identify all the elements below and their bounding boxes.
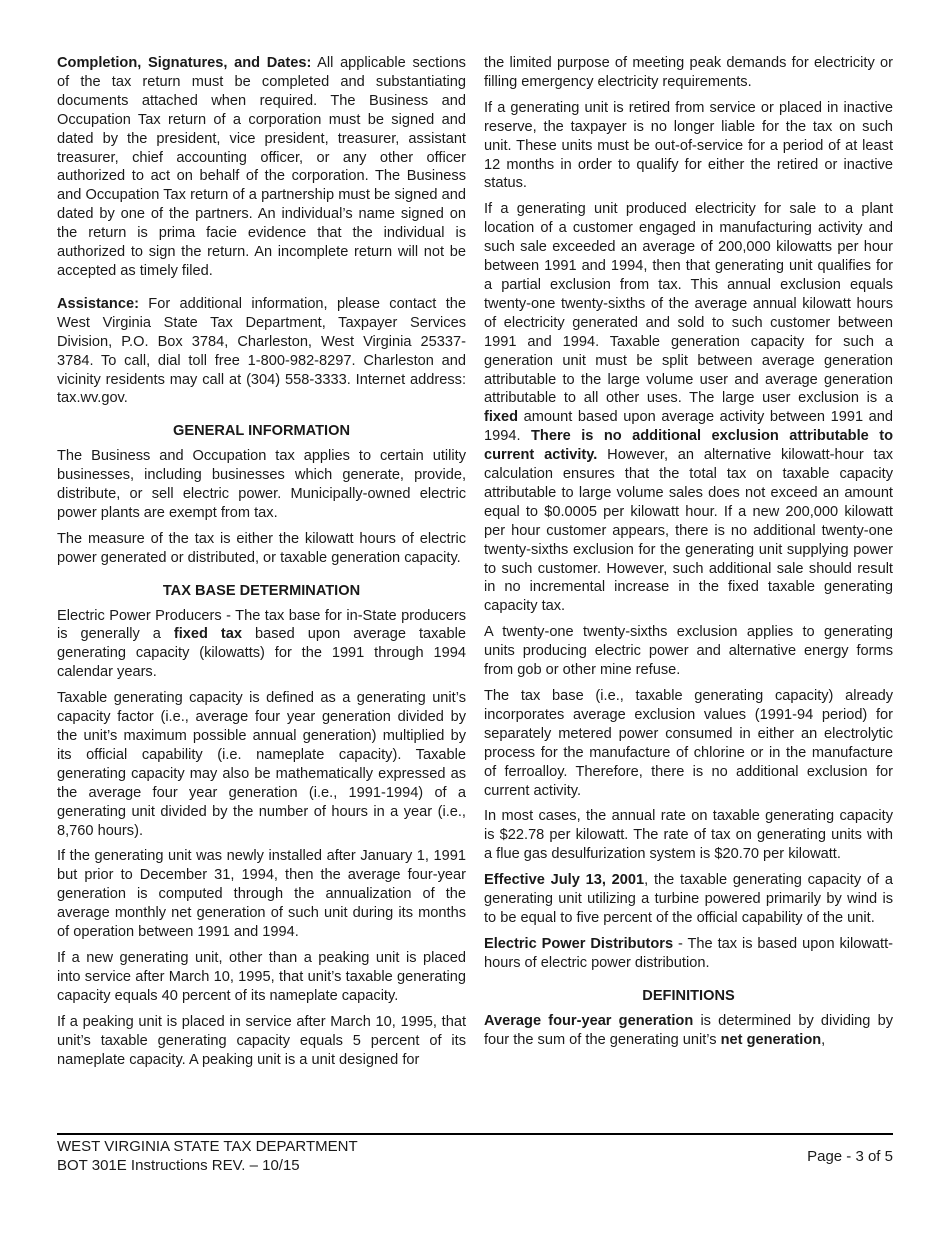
general-info-paragraph-2: The measure of the tax is either the kilowatt hours of electric power generated or distributed, or taxable generation capacity. (57, 530, 466, 566)
average-generation-paragraph: Average four-year generation is determined by dividing by four the sum of the generating unit’s net generation, (484, 1012, 893, 1048)
page-number: Page - 3 of 5 (807, 1148, 893, 1165)
footer-divider (57, 1133, 893, 1135)
metered-power-paragraph: The tax base (i.e., taxable generating capacity) already incorporates average exclusion values (1991-94 period) for separately metered power consumed in either an electrolytic process for the manufacture of chlorine or in the manufacture of ferroalloy. Therefore, there is no additional exclusion for current activity. (484, 688, 893, 799)
assistance-paragraph: Assistance: For additional information, please contact the West Virginia State Tax Department, Taxpayer Services Division, P.O. Box 3784, Charleston, West Virginia 25337-3784. To call, dial toll free 1-800-982-8297. Charleston and vicinity residents may call at (304) 558-3333. Internet address: tax.wv.gov. (57, 295, 466, 407)
peaking-unit-paragraph: If a peaking unit is placed in service after March 10, 1995, that unit’s taxable generating capacity equals 5 percent of its nameplate capacity. A peaking unit is a unit designed for (57, 1013, 466, 1068)
completion-heading: Completion, Signatures, and Dates: (57, 55, 312, 71)
retired-unit-paragraph: If a generating unit is retired from service or placed in inactive reserve, the taxpayer is no longer liable for the tax on such unit. These units must be out-of-service for a period of at least 12 months in order to qualify for either the retired or inactive status. (484, 99, 893, 192)
right-column (484, 54, 893, 1056)
gob-exclusion-paragraph: A twenty-one twenty-sixths exclusion applies to generating units producing electric power and alternative energy forms from gob or other mine refuse. (484, 624, 893, 679)
assistance-heading: Assistance: (57, 295, 139, 312)
footer-form-revision: BOT 301E Instructions REV. – 10/15 (57, 1157, 300, 1174)
capacity-definition-paragraph: Taxable generating capacity is defined as a generating unit’s capacity factor (i.e., average four year generation divided by the unit’s maximum possible annual generation) multiplied by its official capability (i.e. nameplate capacity). Taxable generating capacity may also be mathematically expressed as the average four year generation (i.e., 1991-1994) of a generating unit divided by the number of hours in a year (i.e., 8,760 hours). (57, 690, 466, 839)
tax-rate-paragraph: In most cases, the annual rate on taxable generating capacity is $22.78 per kilowatt. The rate of tax on generating units with a flue gas desulfurization system is $20.70 per kilowatt. (484, 808, 893, 863)
new-generating-unit-paragraph: If a new generating unit, other than a peaking unit is placed into service after March 10, 1995, that unit’s taxable generating capacity equals 40 percent of its nameplate capacity. (57, 949, 466, 1004)
tax-base-heading: TAX BASE DETERMINATION (162, 582, 361, 599)
large-user-exclusion-paragraph: If a generating unit produced electricity for sale to a plant location of a customer engaged in manufacturing activity and such sale exceeded an average of 200,000 kilowatts per hour between 1991 and 1994, then that generating unit qualifies for a partial exclusion from tax. This annual exclusion equals twenty-one twenty-sixths of the average annual kilowatt hours of electricity generated and sold to such customer between 1991 and 1994. Taxable generation capacity for such a generation unit must be split between average generation attributable to the large volume user and average generation attributable to all other uses. The large user exclusion is a fixed amount based upon average activity between 1991 and 1994. There is no additional exclusion attributable to current activity. However, an alternative kilowatt-hour tax calculation ensures that the total tax on taxable capacity attributable to large volume sales does not exceed an amount equal to $0.0005 per kilowatt hour. If a new 200,000 kilowatt per hour customer appears, there is no additional twenty-one twenty-sixths exclusion for the generating unit supplying power to such customer. However, such additional sale should result in no incremental increase in the fixed taxable generating capacity tax. (484, 201, 893, 615)
new-unit-paragraph: If the generating unit was newly installed after January 1, 1991 but prior to December 31, 1994, then the average four-year generation is computed through the annualization of the average monthly net generation of such unit during its months of operation between 1991 and 1994. (57, 848, 466, 941)
general-information-heading: GENERAL INFORMATION (172, 423, 350, 440)
left-column (57, 54, 466, 1076)
completion-paragraph: Completion, Signatures, and Dates: All applicable sections of the tax return must be completed and substantiating documents attached when required. The Business and Occupation Tax return of a corporation must be signed and dated by the president, vice president, treasurer, assistant treasurer, chief accounting officer, or any other officer authorized to act on behalf of the corporation. The Business and Occupation Tax return of a partnership must be signed and dated by one of the partners. An individual’s name signed on the return is prima facie evidence that the individual is authorized to sign the return. An incomplete return will not be accepted as timely filed. (57, 55, 466, 279)
footer-info (57, 1137, 358, 1175)
general-info-paragraph-1: The Business and Occupation tax applies to certain utility businesses, including businesses which generate, provide, distribute, or sell electric power. Municipally-owned electric power plants are exempt from tax. (57, 448, 466, 521)
wind-turbine-paragraph: Effective July 13, 2001, the taxable generating capacity of a generating unit utilizing a turbine powered primarily by wind is to be equal to five percent of the official capability of the unit. (484, 872, 893, 926)
footer-department: WEST VIRGINIA STATE TAX DEPARTMENT (57, 1138, 358, 1155)
definitions-heading: DEFINITIONS (642, 987, 735, 1004)
peak-demand-paragraph: the limited purpose of meeting peak demands for electricity or filling emergency electricity requirements. (484, 55, 893, 90)
producers-paragraph: Electric Power Producers - The tax base for in-State producers is generally a fixed tax based upon average taxable generating capacity (kilowatts) for the 1991 through 1994 calendar years. (57, 607, 467, 681)
distributors-paragraph: Electric Power Distributors - The tax is based upon kilowatt-hours of electric power distribution. (484, 935, 894, 971)
